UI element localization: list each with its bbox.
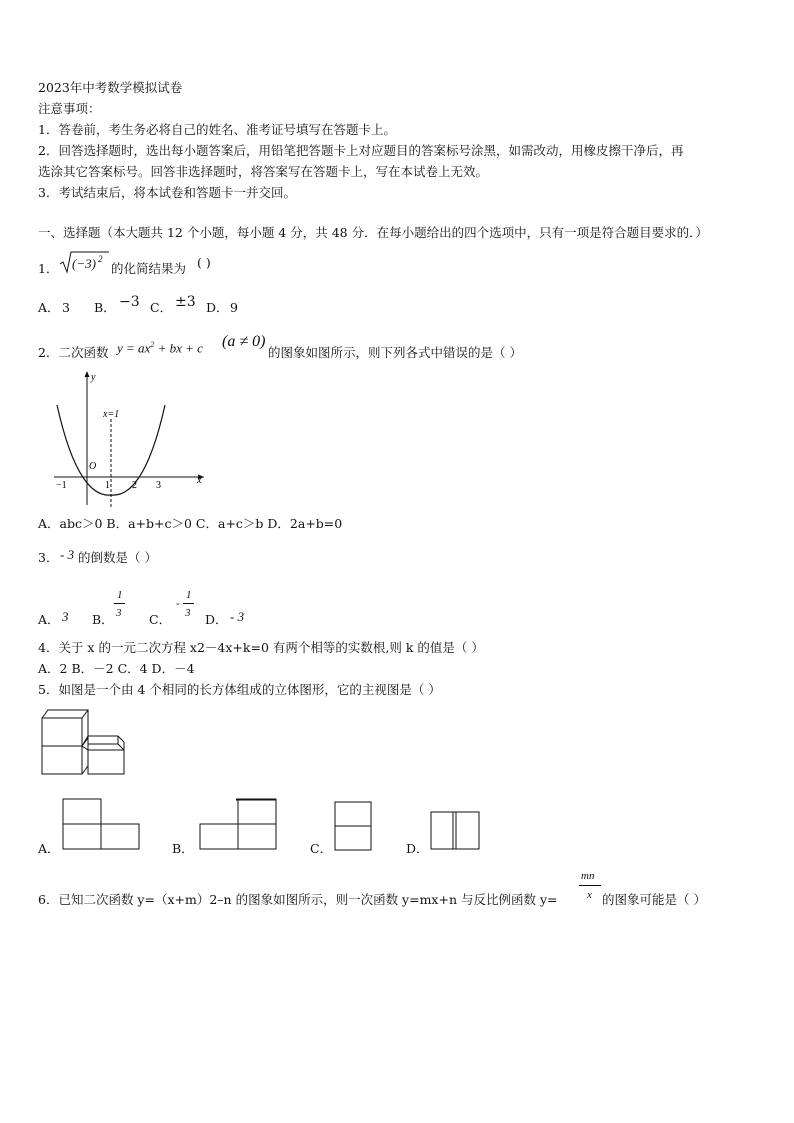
q3-option-c-label: C．: [149, 612, 172, 627]
symmetry-axis-label: x=1: [103, 409, 120, 420]
q6-text-before: 6．已知二次函数 y=（x+m）2–n 的图象如图所示，则一次函数 y=mx+n 与反比例函数 y=: [38, 892, 558, 907]
q3-number: 3．: [38, 550, 59, 565]
q5-option-a-label: A．: [38, 841, 60, 856]
q1-option-d-label: D．: [206, 300, 229, 315]
note-1: 1．答卷前，考生务必将自己的姓名、准考证号填写在答题卡上。: [38, 122, 396, 137]
q2-number: 2．二次函数: [38, 345, 109, 360]
q3-option-a-value: 3: [62, 609, 69, 624]
tick-1: 1: [105, 480, 110, 491]
tick-3: 3: [156, 480, 161, 491]
q1-option-c-value: ±3: [175, 294, 196, 310]
q5-text: 5．如图是一个由 4 个相同的长方体组成的立体图形，它的主视图是（ ）: [38, 682, 441, 697]
x-axis-label: x: [197, 475, 202, 486]
q1-option-c-label: C．: [150, 300, 173, 315]
q3-option-c-sign: -: [176, 597, 180, 610]
q3-option-d-value: - 3: [230, 609, 245, 624]
q6-fraction-bar: [579, 885, 601, 886]
q6-text-after: 的图象可能是（ ）: [602, 892, 706, 907]
section-heading: 一、选择题（本大题共 12 个小题，每小题 4 分，共 48 分．在每小题给出的四个选项中，只有一项是符合题目要求的．）: [38, 225, 708, 240]
q5-option-a-figure: [62, 798, 140, 850]
q1-number: 1．: [38, 261, 59, 276]
q5-option-d-figure: [430, 811, 482, 851]
q1-option-d-value: 9: [230, 300, 238, 315]
q2-formula: $y = ax^2$ + bx + c: [117, 340, 203, 356]
tick-minus-1: −1: [56, 480, 67, 491]
notice-label: 注意事项：: [38, 101, 101, 116]
q6-frac-den: x: [587, 889, 592, 901]
q1-radicand: (−3): [72, 256, 96, 271]
q1-option-b-value: −3: [119, 294, 140, 310]
q4-text: 4．关于 x 的一元二次方程 x2－4x+k=0 有两个相等的实数根,则 k 的值是（ ）: [38, 640, 484, 655]
q3-option-b-fraction-bar: [114, 603, 125, 604]
q5-option-c-figure: [334, 801, 374, 851]
q1-exponent: 2: [98, 254, 103, 264]
q3-option-b-num: 1: [117, 589, 123, 601]
q2-condition: (a ≠ 0): [222, 333, 266, 350]
q3-option-c-num: 1: [186, 589, 192, 601]
q3-option-a-label: A．: [38, 612, 60, 627]
q1-option-a-label: A．: [38, 300, 60, 315]
q2-text: 的图象如图所示，则下列各式中错误的是（ ）: [268, 345, 522, 360]
y-axis-label: y: [91, 372, 96, 383]
q1-text: 的化简结果为: [111, 261, 187, 276]
q3-option-b-den: 3: [116, 607, 122, 619]
q5-option-b-figure: [199, 798, 279, 850]
q3-option-d-label: D．: [205, 612, 228, 627]
q5-option-c-label: C．: [310, 841, 333, 856]
q5-solid-figure: [36, 706, 132, 778]
q3-value: - 3: [60, 547, 75, 562]
note-2: 2．回答选择题时，选出每小题答案后，用铅笔把答题卡上对应题目的答案标号涂黑，如需改动，用橡皮擦干净后，再: [38, 143, 684, 158]
q1-option-b-label: B．: [94, 300, 116, 315]
q3-option-c-fraction-bar: [183, 603, 194, 604]
q1-option-a-value: 3: [62, 300, 70, 315]
q3-option-c-den: 3: [185, 607, 191, 619]
q4-options: A．2 B．－2 C．4 D．－4: [38, 661, 195, 676]
q5-option-b-label: B．: [172, 841, 194, 856]
note-3: 3．考试结束后，将本试卷和答题卡一并交回。: [38, 185, 296, 200]
q6-frac-num: mn: [581, 870, 595, 882]
tick-2: 2: [132, 480, 137, 491]
q1-paren: ( ): [197, 255, 211, 270]
exam-title: 2023年中考数学模拟试卷: [38, 80, 183, 95]
q3-text: 的倒数是（ ）: [78, 550, 157, 565]
q2-options: A．abc＞0 B．a+b+c＞0 C．a+c＞b D．2a+b=0: [38, 516, 343, 531]
q3-option-b-label: B．: [92, 612, 114, 627]
q2-parabola-graph: [48, 367, 208, 509]
q5-option-d-label: D．: [406, 841, 429, 856]
origin-label: O: [89, 461, 97, 472]
note-2-cont: 选涂其它答案标号。回答非选择题时，将答案写在答题卡上，写在本试卷上无效。: [38, 164, 489, 179]
